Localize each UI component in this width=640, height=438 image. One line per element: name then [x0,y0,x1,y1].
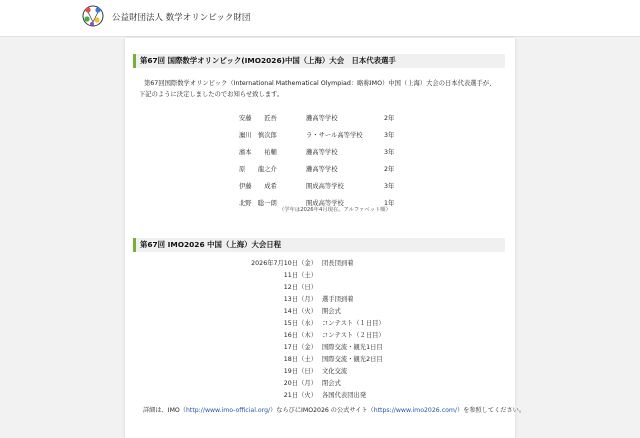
schedule-date: 18日（土） [283,356,317,363]
member-grade: 3年 [384,132,395,139]
schedule-date: 13日（月） [283,296,317,303]
schedule-date: 21日（火） [283,392,317,399]
schedule-event: 国際交流・観光2日目 [322,356,383,363]
schedule-event: 選手団到着 [322,296,354,303]
site-header [0,0,640,37]
intro-line: 第67回国際数学オリンピック（International Mathematical Olympiad：略称IMO）中国（上海）大会の日本代表選手が、 [144,80,496,87]
member-school: 灘高等学校 [306,149,338,156]
schedule-date: 16日（木） [283,332,317,339]
member-name: 北野 聡一朗 [239,200,277,207]
schedule-date: 15日（水） [283,320,317,327]
schedule-event: 各国代表団出発 [322,392,367,399]
member-school: 開成高等学校 [306,200,344,207]
member-grade: 2年 [384,115,395,122]
footer-text [143,405,525,414]
imo2026-link[interactable]: https://www.imo2026.com/ [373,407,457,414]
member-name: 濵川 慎次郎 [239,132,277,139]
section-heading-team: 第67回 国際数学オリンピック(IMO2026)中国（上海）大会 日本代表選手 [133,54,505,68]
main-content [125,38,526,438]
intro-line: 下記のように決定しましたのでお知らせ致します。 [139,91,284,98]
member-grade: 3年 [384,149,395,156]
schedule-date: 17日（金） [283,344,317,351]
org-name[interactable]: 公益財団法人 数学オリンピック財団 [112,13,251,23]
schedule-event: 団長団到着 [322,260,354,267]
schedule-date: 14日（火） [283,308,317,315]
schedule-event: 開会式 [322,308,341,315]
footer-prefix: 詳細は、IMO（ [143,407,186,414]
foundation-logo[interactable] [82,4,104,28]
footer-suffix: ）を参照してください。 [457,407,526,414]
member-school: 開成高等学校 [306,183,344,190]
schedule-event: コンテスト（１日目） [322,320,385,327]
schedule-event: コンテスト（２日目） [322,332,385,339]
imo-official-link[interactable]: http://www.imo-official.org/ [185,407,271,414]
member-grade: 3年 [384,183,395,190]
member-grade: 1年 [384,200,395,207]
member-name: 原 龍之介 [239,166,277,173]
schedule-date: 2026年7月10日（金） [251,260,317,267]
schedule-event: 閉会式 [322,380,341,387]
member-school: 灘高等学校 [306,115,338,122]
intro-text [139,78,511,100]
schedule-event: 国際交流・観光1日目 [322,344,383,351]
member-school: 灘高等学校 [306,166,338,173]
footer-middle: ）ならびにIMO2026 の公式サイト（ [270,407,374,414]
section-heading-schedule: 第67回 IMO2026 中国（上海）大会日程 [133,238,505,252]
schedule-date: 20日（月） [283,380,317,387]
member-name: 安藤 匠吾 [239,115,277,122]
member-grade: 2年 [384,166,395,173]
schedule-date: 11日（土） [283,272,317,279]
schedule-event: 文化交流 [322,368,348,375]
schedule-date: 19日（日） [283,368,317,375]
member-name: 濱本 祐輔 [239,149,277,156]
member-name: 伊藤 成希 [239,183,277,190]
member-school: ラ・サール高等学校 [306,132,363,139]
grade-note: （学年は2026年4月現在。アルファベット順） [279,207,391,213]
schedule-date: 12日（日） [283,284,317,291]
